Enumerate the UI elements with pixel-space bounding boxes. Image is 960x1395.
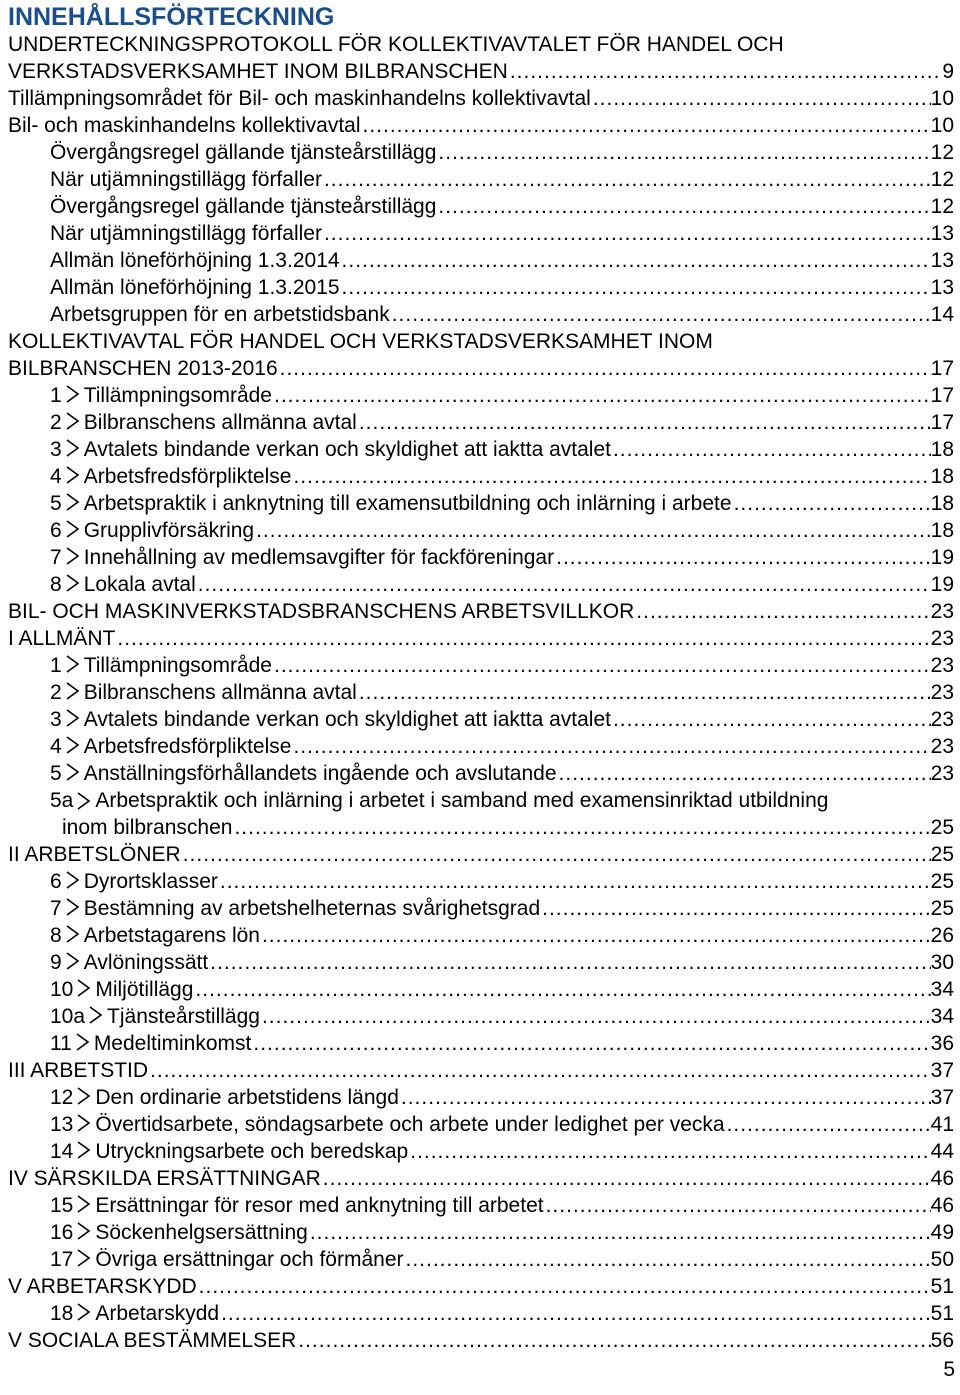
toc-dot-leader bbox=[195, 976, 930, 1003]
toc-entry-number: 5 bbox=[50, 762, 62, 785]
toc-entry[interactable] bbox=[0, 1084, 960, 1111]
toc-entry-page: 46 bbox=[930, 1167, 954, 1190]
toc-entry-label: IV SÄRSKILDA ERSÄTTNINGAR bbox=[8, 1167, 321, 1190]
tab-arrow-icon bbox=[62, 870, 84, 888]
toc-entry[interactable] bbox=[0, 625, 960, 652]
toc-entry-text: KOLLEKTIVAVTAL FÖR HANDEL OCH VERKSTADSVERKSAMHET INOM bbox=[8, 330, 713, 353]
toc-entry-label: inom bilbranschen bbox=[62, 816, 233, 839]
toc-entry-page: 25 bbox=[930, 843, 954, 866]
toc-entry-number: 7 bbox=[50, 546, 62, 569]
toc-entry-page: 17 bbox=[930, 411, 954, 434]
toc-entry-label: Arbetsgruppen för en arbetstidsbank bbox=[50, 303, 390, 326]
toc-entry-number: 9 bbox=[50, 951, 62, 974]
toc-dot-leader bbox=[636, 598, 930, 625]
toc-entry[interactable] bbox=[0, 517, 960, 544]
toc-dot-leader bbox=[221, 1300, 931, 1327]
tab-arrow-icon bbox=[62, 573, 84, 591]
page-number: 5 bbox=[943, 1358, 955, 1381]
toc-entry-label: Avtalets bindande verkan och skyldighet att iaktta avtalet bbox=[83, 708, 611, 731]
toc-entry-page: 41 bbox=[930, 1113, 954, 1136]
toc-entry-page: 13 bbox=[930, 249, 954, 272]
toc-entry-label: Bilbranschens allmänna avtal bbox=[83, 681, 357, 704]
tab-arrow-icon bbox=[62, 411, 84, 429]
toc-entry-page: 25 bbox=[930, 897, 954, 920]
toc-entry-heading-line bbox=[0, 328, 960, 355]
toc-entry-label: Avlöningssätt bbox=[83, 951, 209, 974]
toc-entry-number: 17 bbox=[50, 1248, 74, 1271]
toc-entry-number: 2 bbox=[50, 411, 62, 434]
toc-entry-number: 6 bbox=[50, 519, 62, 542]
toc-dot-leader bbox=[401, 1084, 931, 1111]
toc-entry-label: Dyrortsklasser bbox=[83, 870, 218, 893]
toc-entry[interactable] bbox=[0, 841, 960, 868]
toc-entry-page: 23 bbox=[930, 600, 954, 623]
toc-entry-label: Bilbranschens allmänna avtal bbox=[83, 411, 357, 434]
toc-entry[interactable] bbox=[0, 139, 960, 166]
toc-dot-leader bbox=[293, 733, 930, 760]
toc-entry[interactable] bbox=[0, 1165, 960, 1192]
tab-arrow-icon bbox=[73, 1140, 95, 1158]
toc-dot-leader bbox=[220, 868, 931, 895]
toc-entry-page: 46 bbox=[930, 1194, 954, 1217]
toc-entry-label: Arbetspraktik i anknytning till examensutbildning och inlärning i arbete bbox=[83, 492, 732, 515]
toc-dot-leader bbox=[593, 85, 931, 112]
tab-arrow-icon bbox=[62, 546, 84, 564]
toc-entry-page: 10 bbox=[930, 114, 954, 137]
toc-entry[interactable] bbox=[0, 463, 960, 490]
toc-entry[interactable] bbox=[0, 922, 960, 949]
toc-entry[interactable] bbox=[0, 58, 960, 85]
tab-arrow-icon bbox=[85, 1005, 107, 1023]
toc-dot-leader bbox=[199, 1273, 931, 1300]
toc-entry-number: 7 bbox=[50, 897, 62, 920]
toc-entry-number: 3 bbox=[50, 438, 62, 461]
toc-dot-leader bbox=[298, 1327, 930, 1354]
toc-entry-label: II ARBETSLÖNER bbox=[8, 843, 181, 866]
toc-entry-text: Arbetspraktik och inlärning i arbetet i samband med examensinriktad utbildning bbox=[95, 789, 829, 812]
toc-entry[interactable] bbox=[0, 571, 960, 598]
toc-entry-label: BIL- OCH MASKINVERKSTADSBRANSCHENS ARBETSVILLKOR bbox=[8, 600, 635, 623]
toc-entry[interactable] bbox=[0, 166, 960, 193]
toc-dot-leader bbox=[234, 814, 930, 841]
toc-dot-leader bbox=[198, 571, 931, 598]
tab-arrow-icon bbox=[72, 1032, 94, 1050]
toc-entry-page: 44 bbox=[930, 1140, 954, 1163]
toc-entry-label: V SOCIALA BESTÄMMELSER bbox=[8, 1329, 297, 1352]
toc-dot-leader bbox=[510, 58, 942, 85]
toc-entry-number: 11 bbox=[50, 1032, 72, 1055]
tab-arrow-icon bbox=[62, 384, 84, 402]
toc-entry[interactable] bbox=[0, 355, 960, 382]
toc-entry[interactable] bbox=[0, 274, 960, 301]
toc-entry-label: Allmän löneförhöjning 1.3.2014 bbox=[50, 249, 340, 272]
tab-arrow-icon bbox=[62, 681, 84, 699]
toc-entry-page: 23 bbox=[930, 735, 954, 758]
toc-entry[interactable] bbox=[0, 679, 960, 706]
toc-dot-leader bbox=[438, 139, 930, 166]
toc-entry-label: Bil- och maskinhandelns kollektivavtal bbox=[8, 114, 361, 137]
toc-entry-page: 34 bbox=[930, 978, 954, 1001]
toc-entry-label: Övergångsregel gällande tjänsteårstillägg bbox=[50, 195, 437, 218]
toc-dot-leader bbox=[559, 760, 931, 787]
toc-dot-leader bbox=[727, 1111, 931, 1138]
toc-entry-heading-line bbox=[0, 31, 960, 58]
toc-entry-label: Tjänsteårstillägg bbox=[107, 1005, 260, 1028]
toc-entry-page: 12 bbox=[930, 168, 954, 191]
toc-dot-leader bbox=[359, 679, 931, 706]
toc-entry-number: 8 bbox=[50, 573, 62, 596]
tab-arrow-icon bbox=[62, 519, 84, 537]
toc-entry-number: 16 bbox=[50, 1221, 74, 1244]
toc-entry[interactable] bbox=[0, 1030, 960, 1057]
toc-dot-leader bbox=[274, 652, 931, 679]
toc-dot-leader bbox=[342, 247, 931, 274]
toc-entry-number: 12 bbox=[50, 1086, 74, 1109]
toc-entry[interactable] bbox=[0, 409, 960, 436]
toc-dot-leader bbox=[117, 625, 930, 652]
toc-entry[interactable] bbox=[0, 1003, 960, 1030]
toc-dot-leader bbox=[342, 274, 931, 301]
toc-entry[interactable] bbox=[0, 652, 960, 679]
toc-entry-label: Den ordinarie arbetstidens längd bbox=[95, 1086, 399, 1109]
toc-dot-leader bbox=[324, 166, 931, 193]
toc-dot-leader bbox=[392, 301, 931, 328]
tab-arrow-icon bbox=[62, 708, 84, 726]
toc-entry-number: 10a bbox=[50, 1005, 86, 1028]
toc-entry-number: 1 bbox=[50, 384, 62, 407]
toc-dot-leader bbox=[438, 193, 930, 220]
toc-entry-label: Arbetarskydd bbox=[95, 1302, 220, 1325]
toc-entry[interactable] bbox=[0, 1246, 960, 1273]
tab-arrow-icon bbox=[62, 735, 84, 753]
toc-dot-leader bbox=[359, 409, 931, 436]
toc-entry-page: 18 bbox=[930, 519, 954, 542]
toc-entry-page: 18 bbox=[930, 438, 954, 461]
toc-entry[interactable] bbox=[0, 382, 960, 409]
toc-dot-leader bbox=[410, 1138, 930, 1165]
toc-entry-number: 3 bbox=[50, 708, 62, 731]
toc-entry-text: UNDERTECKNINGSPROTOKOLL FÖR KOLLEKTIVAVTALET FÖR HANDEL OCH bbox=[8, 33, 784, 56]
toc-entry-page: 17 bbox=[930, 357, 954, 380]
toc-dot-leader bbox=[406, 1246, 931, 1273]
toc-entry-page: 23 bbox=[930, 708, 954, 731]
table-of-contents bbox=[0, 31, 960, 1354]
toc-entry-page: 12 bbox=[930, 195, 954, 218]
toc-entry-label: III ARBETSTID bbox=[8, 1059, 149, 1082]
toc-entry-label: Grupplivförsäkring bbox=[83, 519, 255, 542]
toc-entry-number: 6 bbox=[50, 870, 62, 893]
toc-entry-number: 4 bbox=[50, 465, 62, 488]
toc-title: INNEHÅLLSFÖRTECKNING bbox=[8, 3, 335, 31]
toc-dot-leader bbox=[542, 895, 931, 922]
toc-entry-label: Söckenhelgsersättning bbox=[95, 1221, 308, 1244]
toc-dot-leader bbox=[256, 517, 931, 544]
toc-entry-label: Arbetsfredsförpliktelse bbox=[83, 735, 292, 758]
toc-entry[interactable] bbox=[0, 976, 960, 1003]
tab-arrow-icon bbox=[62, 951, 84, 969]
toc-entry-page: 37 bbox=[930, 1059, 954, 1082]
toc-dot-leader bbox=[274, 382, 931, 409]
toc-entry-label: Allmän löneförhöjning 1.3.2015 bbox=[50, 276, 340, 299]
toc-entry[interactable] bbox=[0, 1111, 960, 1138]
toc-entry-page: 18 bbox=[930, 465, 954, 488]
toc-entry-page: 23 bbox=[930, 762, 954, 785]
toc-entry-page: 23 bbox=[930, 654, 954, 677]
toc-entry[interactable] bbox=[0, 1273, 960, 1300]
toc-entry[interactable] bbox=[0, 85, 960, 112]
toc-entry-number: 1 bbox=[50, 654, 62, 677]
toc-dot-leader bbox=[183, 841, 931, 868]
toc-entry[interactable] bbox=[0, 1192, 960, 1219]
tab-arrow-icon bbox=[73, 978, 95, 996]
toc-entry-page: 14 bbox=[930, 303, 954, 326]
toc-dot-leader bbox=[324, 220, 931, 247]
toc-dot-leader bbox=[363, 112, 931, 139]
toc-entry-label: I ALLMÄNT bbox=[8, 627, 116, 650]
toc-entry-number: 5 bbox=[50, 492, 62, 515]
toc-dot-leader bbox=[210, 949, 930, 976]
toc-entry[interactable] bbox=[0, 301, 960, 328]
toc-entry-label: Miljötillägg bbox=[95, 978, 194, 1001]
toc-entry-label: Tillämpningsområdet för Bil- och maskinhandelns kollektivavtal bbox=[8, 87, 591, 110]
toc-entry[interactable] bbox=[0, 760, 960, 787]
toc-entry[interactable] bbox=[0, 220, 960, 247]
toc-entry[interactable] bbox=[0, 1327, 960, 1354]
tab-arrow-icon bbox=[62, 654, 84, 672]
toc-entry[interactable] bbox=[0, 193, 960, 220]
toc-entry-label: Övergångsregel gällande tjänsteårstillägg bbox=[50, 141, 437, 164]
toc-entry-page: 51 bbox=[930, 1302, 954, 1325]
toc-entry-label: VERKSTADSVERKSAMHET INOM BILBRANSCHEN bbox=[8, 60, 508, 83]
toc-entry[interactable] bbox=[0, 895, 960, 922]
toc-dot-leader bbox=[280, 355, 931, 382]
toc-entry-page: 25 bbox=[930, 870, 954, 893]
toc-entry-page: 26 bbox=[930, 924, 954, 947]
toc-entry-number: 8 bbox=[50, 924, 62, 947]
toc-dot-leader bbox=[293, 463, 930, 490]
toc-entry-label: Övriga ersättningar och förmåner bbox=[95, 1248, 404, 1271]
toc-entry-page: 25 bbox=[930, 816, 954, 839]
toc-entry-page: 50 bbox=[930, 1248, 954, 1271]
toc-entry-label: Bestämning av arbetshelheternas svårighetsgrad bbox=[83, 897, 541, 920]
toc-entry-heading-line bbox=[0, 787, 960, 814]
tab-arrow-icon bbox=[73, 791, 95, 809]
toc-entry[interactable] bbox=[0, 1300, 960, 1327]
tab-arrow-icon bbox=[73, 1086, 95, 1104]
toc-entry[interactable] bbox=[0, 868, 960, 895]
toc-dot-leader bbox=[613, 706, 931, 733]
tab-arrow-icon bbox=[73, 1248, 95, 1266]
tab-arrow-icon bbox=[62, 492, 84, 510]
toc-entry-label: BILBRANSCHEN 2013-2016 bbox=[8, 357, 278, 380]
toc-entry[interactable] bbox=[0, 598, 960, 625]
toc-entry-page: 23 bbox=[930, 681, 954, 704]
toc-dot-leader bbox=[262, 922, 931, 949]
toc-entry-label: Arbetsfredsförpliktelse bbox=[83, 465, 292, 488]
toc-entry-label: V ARBETARSKYDD bbox=[8, 1275, 197, 1298]
toc-entry-label: Övertidsarbete, söndagsarbete och arbete under ledighet per vecka bbox=[95, 1113, 725, 1136]
toc-dot-leader bbox=[556, 544, 931, 571]
toc-entry-page: 37 bbox=[930, 1086, 954, 1109]
toc-entry-page: 13 bbox=[930, 276, 954, 299]
toc-dot-leader bbox=[310, 1219, 931, 1246]
toc-entry[interactable] bbox=[0, 733, 960, 760]
toc-entry[interactable] bbox=[0, 706, 960, 733]
toc-entry-label: Lokala avtal bbox=[83, 573, 196, 596]
toc-entry[interactable] bbox=[0, 247, 960, 274]
toc-entry-page: 56 bbox=[930, 1329, 954, 1352]
toc-entry-label: När utjämningstillägg förfaller bbox=[50, 168, 322, 191]
toc-entry-number: 10 bbox=[50, 978, 74, 1001]
toc-entry-label: Ersättningar för resor med anknytning till arbetet bbox=[95, 1194, 544, 1217]
toc-entry-page: 23 bbox=[930, 627, 954, 650]
toc-entry-page: 51 bbox=[930, 1275, 954, 1298]
toc-entry[interactable] bbox=[0, 1219, 960, 1246]
toc-entry-page: 49 bbox=[930, 1221, 954, 1244]
tab-arrow-icon bbox=[62, 438, 84, 456]
toc-dot-leader bbox=[262, 1003, 931, 1030]
toc-entry-label: Innehållning av medlemsavgifter för fackföreningar bbox=[83, 546, 555, 569]
toc-entry-number: 2 bbox=[50, 681, 62, 704]
toc-dot-leader bbox=[546, 1192, 931, 1219]
toc-entry-label: Anställningsförhållandets ingående och avslutande bbox=[83, 762, 557, 785]
tab-arrow-icon bbox=[73, 1194, 95, 1212]
toc-entry-page: 10 bbox=[930, 87, 954, 110]
toc-dot-leader bbox=[150, 1057, 931, 1084]
toc-entry-page: 36 bbox=[930, 1032, 954, 1055]
toc-entry-number: 5a bbox=[50, 789, 74, 812]
toc-entry-page: 19 bbox=[930, 573, 954, 596]
toc-entry[interactable] bbox=[0, 544, 960, 571]
toc-entry[interactable] bbox=[0, 1057, 960, 1084]
toc-dot-leader bbox=[323, 1165, 931, 1192]
tab-arrow-icon bbox=[62, 897, 84, 915]
toc-entry-number: 4 bbox=[50, 735, 62, 758]
toc-entry-label: Tillämpningsområde bbox=[83, 654, 272, 677]
toc-entry-number: 18 bbox=[50, 1302, 74, 1325]
toc-entry-number: 14 bbox=[50, 1140, 74, 1163]
tab-arrow-icon bbox=[62, 465, 84, 483]
toc-entry-number: 15 bbox=[50, 1194, 74, 1217]
toc-entry-label: Tillämpningsområde bbox=[83, 384, 272, 407]
toc-entry-page: 30 bbox=[930, 951, 954, 974]
toc-entry-label: Avtalets bindande verkan och skyldighet att iaktta avtalet bbox=[83, 438, 611, 461]
toc-entry-page: 17 bbox=[930, 384, 954, 407]
toc-entry[interactable] bbox=[0, 949, 960, 976]
tab-arrow-icon bbox=[73, 1302, 95, 1320]
toc-entry-page: 13 bbox=[930, 222, 954, 245]
toc-entry[interactable] bbox=[0, 1138, 960, 1165]
toc-entry-page: 19 bbox=[930, 546, 954, 569]
toc-entry-label: Medeltiminkomst bbox=[93, 1032, 252, 1055]
toc-entry-page: 9 bbox=[942, 60, 954, 83]
toc-dot-leader bbox=[734, 490, 931, 517]
toc-entry[interactable] bbox=[0, 814, 960, 841]
toc-dot-leader bbox=[253, 1030, 930, 1057]
toc-entry-page: 12 bbox=[930, 141, 954, 164]
toc-entry-page: 18 bbox=[930, 492, 954, 515]
tab-arrow-icon bbox=[62, 762, 84, 780]
toc-entry[interactable] bbox=[0, 112, 960, 139]
toc-entry-number: 13 bbox=[50, 1113, 74, 1136]
toc-entry-label: När utjämningstillägg förfaller bbox=[50, 222, 322, 245]
toc-entry-label: Utryckningsarbete och beredskap bbox=[95, 1140, 409, 1163]
toc-entry-page: 34 bbox=[930, 1005, 954, 1028]
tab-arrow-icon bbox=[62, 924, 84, 942]
toc-entry-label: Arbetstagarens lön bbox=[83, 924, 260, 947]
toc-entry[interactable] bbox=[0, 490, 960, 517]
tab-arrow-icon bbox=[73, 1113, 95, 1131]
toc-dot-leader bbox=[613, 436, 931, 463]
tab-arrow-icon bbox=[73, 1221, 95, 1239]
toc-entry[interactable] bbox=[0, 436, 960, 463]
